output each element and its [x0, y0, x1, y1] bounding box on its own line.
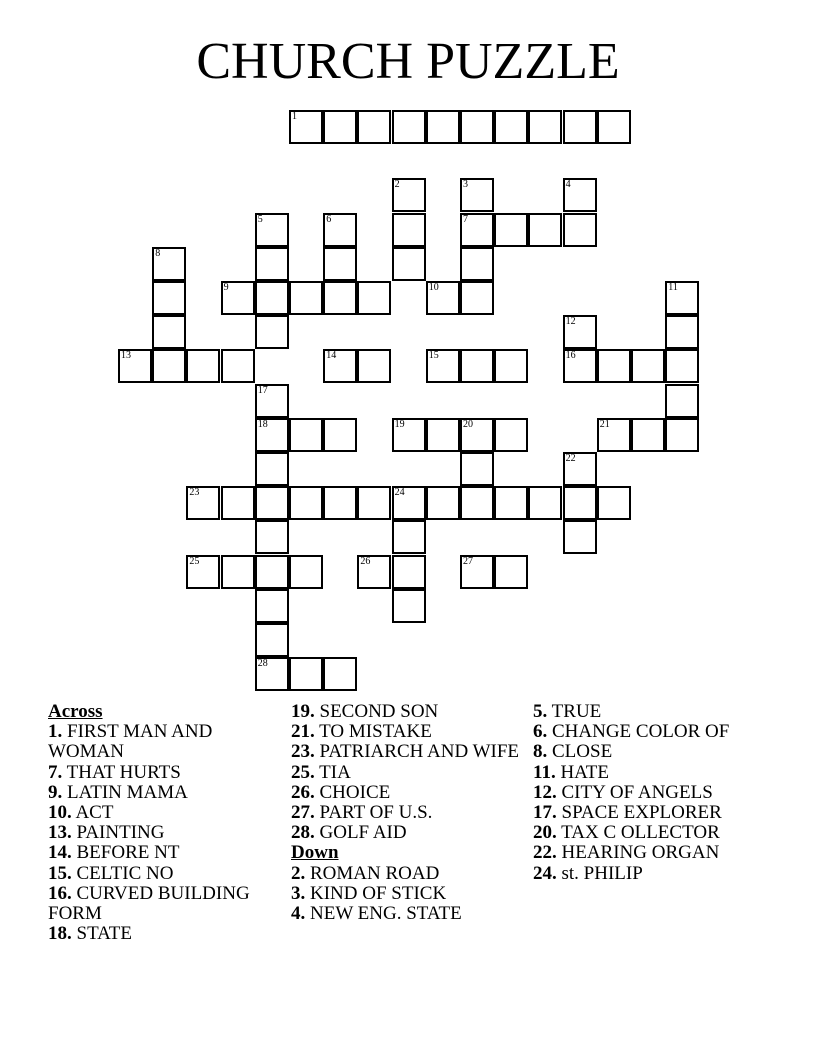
grid-cell-6[interactable] [323, 213, 357, 247]
grid-cell-9[interactable] [221, 281, 255, 315]
grid-cell[interactable] [323, 281, 357, 315]
clue-number: 8 [155, 247, 161, 259]
clue-column-3 [533, 702, 773, 884]
clue-number: 5 [257, 213, 263, 225]
clue-item [291, 722, 521, 742]
grid-cell[interactable] [289, 657, 323, 691]
clue-item-text: SPACE EXPLORER [561, 802, 722, 824]
clue-number: 20 [463, 418, 473, 430]
clue-number: 4 [565, 179, 571, 191]
clue-item-number: 26. [291, 781, 315, 803]
clue-number: 17 [257, 384, 268, 396]
grid-cell-28[interactable] [255, 657, 289, 691]
grid-cell[interactable] [460, 452, 494, 486]
clue-number: 1 [292, 111, 297, 122]
clue-number: 24 [394, 487, 405, 499]
clue-item-number: 9. [48, 781, 63, 803]
grid-cell[interactable] [494, 213, 528, 247]
clue-item [48, 823, 278, 843]
clue-number: 13 [121, 350, 131, 362]
clue-item-number: 4. [291, 903, 306, 925]
grid-cell[interactable] [460, 247, 494, 281]
clue-number: 6 [326, 213, 332, 225]
grid-cell[interactable] [255, 452, 289, 486]
grid-cell-8[interactable] [152, 247, 186, 281]
grid-cell[interactable] [665, 384, 699, 418]
clue-number: 14 [326, 350, 337, 362]
clue-number: 25 [189, 555, 200, 567]
grid-cell[interactable] [494, 110, 528, 144]
clue-number: 21 [599, 418, 610, 430]
clue-item [48, 803, 278, 823]
clue-number: 23 [189, 487, 200, 499]
grid-cell[interactable] [357, 486, 391, 520]
clue-number: 19 [394, 418, 405, 430]
clue-item-text: CELTIC NO [76, 862, 174, 884]
clue-item-text: BEFORE NT [76, 842, 180, 864]
grid-cell-25[interactable] [186, 555, 220, 589]
clue-section-heading: Down [291, 842, 339, 864]
clue-item-text: CURVED BUILDING FORM [48, 882, 250, 925]
grid-cell-14[interactable] [323, 349, 357, 383]
clue-item-number: 14. [48, 842, 72, 864]
clue-item-text: st. PHILIP [561, 862, 643, 884]
grid-cell-27[interactable] [460, 555, 494, 589]
clue-number: 12 [565, 316, 576, 328]
clue-item-text: ROMAN ROAD [310, 862, 440, 884]
grid-cell[interactable] [289, 486, 323, 520]
clue-number: 26 [360, 555, 371, 567]
grid-cell-23[interactable] [186, 486, 220, 520]
grid-cell[interactable] [665, 315, 699, 349]
grid-cell[interactable] [494, 486, 528, 520]
grid-cell[interactable] [528, 486, 562, 520]
clue-item [291, 823, 521, 843]
clue-item-number: 16. [48, 882, 72, 904]
grid-cell[interactable] [289, 281, 323, 315]
grid-cell[interactable] [665, 349, 699, 383]
grid-cell[interactable] [323, 110, 357, 144]
clue-item [291, 884, 521, 904]
clue-item [533, 702, 773, 722]
clue-item-number: 25. [291, 761, 315, 783]
grid-cell[interactable] [152, 315, 186, 349]
clue-item-text: PART OF U.S. [319, 802, 433, 824]
grid-cell[interactable] [426, 110, 460, 144]
clue-number: 7 [463, 213, 468, 225]
grid-cell-18[interactable] [255, 418, 289, 452]
clue-item [48, 843, 278, 863]
clue-item [291, 904, 521, 924]
clue-item [533, 864, 773, 884]
clue-item-number: 20. [533, 822, 557, 844]
grid-cell[interactable] [186, 349, 220, 383]
grid-cell[interactable] [460, 486, 494, 520]
clue-item-text: FIRST MAN AND WOMAN [48, 721, 213, 763]
clue-item-text: PATRIARCH AND WIFE [319, 741, 520, 763]
clue-number: 3 [463, 179, 468, 191]
grid-cell-1[interactable] [289, 110, 323, 144]
grid-cell[interactable] [426, 486, 460, 520]
clue-number: 2 [394, 179, 400, 191]
grid-cell-17[interactable] [255, 384, 289, 418]
clue-item [533, 742, 773, 762]
clue-item-number: 5. [533, 701, 548, 722]
clue-item-text: THAT HURTS [66, 761, 181, 783]
clue-item [291, 783, 521, 803]
clue-item-number: 23. [291, 741, 315, 763]
clue-item-number: 3. [291, 882, 306, 904]
grid-cell[interactable] [460, 110, 494, 144]
grid-cell[interactable] [631, 418, 665, 452]
clue-item-number: 15. [48, 862, 72, 884]
grid-cell[interactable] [289, 555, 323, 589]
grid-cell[interactable] [221, 486, 255, 520]
clue-item [291, 803, 521, 823]
grid-cell[interactable] [357, 349, 391, 383]
clue-item [48, 864, 278, 884]
clue-item-text: GOLF AID [319, 822, 407, 844]
clue-item-number: 18. [48, 923, 72, 945]
grid-cell[interactable] [665, 418, 699, 452]
puzzle-title: CHURCH PUZZLE [196, 33, 620, 90]
clue-item [48, 763, 278, 783]
grid-cell[interactable] [255, 589, 289, 623]
clue-item-text: KIND OF STICK [310, 882, 447, 904]
clue-item [533, 803, 773, 823]
grid-cell[interactable] [494, 418, 528, 452]
grid-cell[interactable] [426, 418, 460, 452]
clue-item-text: CHOICE [319, 781, 391, 803]
clue-item-text: HATE [560, 761, 610, 783]
grid-cell-19[interactable] [392, 418, 426, 452]
clue-column-1 [48, 702, 278, 944]
clue-item-number: 13. [48, 822, 72, 844]
clue-number: 10 [428, 282, 439, 293]
clue-item-text: SECOND SON [319, 701, 439, 722]
grid-cell[interactable] [392, 520, 426, 554]
grid-cell[interactable] [289, 418, 323, 452]
clue-item-text: CLOSE [552, 741, 613, 763]
clue-item-text: CHANGE COLOR OF [552, 721, 730, 743]
grid-cell-2[interactable] [392, 178, 426, 212]
grid-cell[interactable] [323, 657, 357, 691]
clue-item [48, 924, 278, 944]
clue-item-text: TAX C OLLECTOR [561, 822, 720, 844]
grid-cell[interactable] [255, 486, 289, 520]
clue-item-text: CITY OF ANGELS [561, 781, 713, 803]
grid-cell[interactable] [255, 623, 289, 657]
grid-cell-21[interactable] [597, 418, 631, 452]
clue-item [291, 763, 521, 783]
grid-cell[interactable] [255, 281, 289, 315]
grid-cell-13[interactable] [118, 349, 152, 383]
grid-cell[interactable] [494, 349, 528, 383]
clue-item-text: LATIN MAMA [67, 781, 188, 803]
grid-cell[interactable] [255, 520, 289, 554]
clue-number: 15 [428, 350, 439, 362]
grid-cell[interactable] [152, 349, 186, 383]
grid-cell[interactable] [152, 281, 186, 315]
grid-cell[interactable] [357, 281, 391, 315]
clue-item-number: 21. [291, 721, 315, 743]
grid-cell-15[interactable] [426, 349, 460, 383]
clue-number: 18 [257, 418, 268, 430]
clue-number: 16 [565, 350, 576, 362]
grid-cell[interactable] [323, 418, 357, 452]
grid-cell[interactable] [357, 110, 391, 144]
clue-item-text: TO MISTAKE [319, 721, 432, 743]
grid-cell[interactable] [597, 486, 631, 520]
clue-item-number: 7. [48, 761, 63, 783]
grid-cell[interactable] [528, 110, 562, 144]
clue-item-number: 19. [291, 701, 315, 722]
grid-cell[interactable] [494, 555, 528, 589]
clue-item-number: 28. [291, 822, 315, 844]
clue-item [533, 722, 773, 742]
grid-cell-26[interactable] [357, 555, 391, 589]
clue-item-number: 27. [291, 802, 315, 824]
grid-cell[interactable] [255, 555, 289, 589]
clue-item-number: 17. [533, 802, 557, 824]
grid-cell[interactable] [528, 213, 562, 247]
clue-item [533, 823, 773, 843]
clue-number: 11 [668, 282, 678, 293]
clue-item-number: 6. [533, 721, 548, 743]
grid-cell-4[interactable] [563, 178, 597, 212]
grid-cell[interactable] [221, 349, 255, 383]
clue-item [533, 843, 773, 863]
grid-cell-20[interactable] [460, 418, 494, 452]
grid-cell[interactable] [631, 349, 665, 383]
clue-item-number: 11. [533, 761, 556, 783]
clue-item [291, 864, 521, 884]
clue-number: 22 [565, 453, 576, 464]
clue-item-number: 8. [533, 741, 548, 763]
clue-item-number: 1. [48, 721, 63, 743]
clue-number: 27 [463, 555, 473, 567]
clue-item-text: ACT [75, 802, 114, 824]
grid-cell[interactable] [563, 213, 597, 247]
grid-cell-11[interactable] [665, 281, 699, 315]
clue-item-number: 2. [291, 862, 306, 884]
grid-cell-7[interactable] [460, 213, 494, 247]
grid-cell-3[interactable] [460, 178, 494, 212]
clue-item-number: 12. [533, 781, 557, 803]
grid-cell[interactable] [392, 589, 426, 623]
grid-cell[interactable] [392, 110, 426, 144]
clue-item-number: 22. [533, 842, 557, 864]
clue-item-text: NEW ENG. STATE [310, 903, 462, 925]
clue-section-heading: Across [48, 701, 103, 722]
clue-item-number: 10. [48, 802, 72, 824]
grid-cell-22[interactable] [563, 452, 597, 486]
grid-cell[interactable] [323, 486, 357, 520]
grid-cell[interactable] [392, 213, 426, 247]
grid-cell[interactable] [392, 555, 426, 589]
clue-item [291, 702, 521, 722]
grid-cell[interactable] [323, 247, 357, 281]
grid-cell[interactable] [255, 247, 289, 281]
clue-item-text: PAINTING [76, 822, 165, 844]
clue-item-text: TIA [319, 761, 351, 783]
grid-cell[interactable] [392, 247, 426, 281]
clue-item-text: HEARING ORGAN [561, 842, 720, 864]
clue-item [48, 884, 278, 924]
clue-item [291, 742, 521, 762]
grid-cell[interactable] [563, 110, 597, 144]
clue-item-text: TRUE [551, 701, 602, 722]
clue-column-2 [291, 702, 521, 924]
grid-cell-16[interactable] [563, 349, 597, 383]
grid-cell[interactable] [460, 349, 494, 383]
clue-item [48, 722, 278, 762]
clue-item [533, 763, 773, 783]
grid-cell-12[interactable] [563, 315, 597, 349]
grid-cell-10[interactable] [426, 281, 460, 315]
grid-cell[interactable] [221, 555, 255, 589]
grid-cell[interactable] [460, 281, 494, 315]
clue-item-number: 24. [533, 862, 557, 884]
clue-item [533, 783, 773, 803]
grid-cell[interactable] [597, 349, 631, 383]
clue-item-text: STATE [76, 923, 132, 945]
grid-cell-24[interactable] [392, 486, 426, 520]
clue-item [48, 783, 278, 803]
grid-cell[interactable] [563, 520, 597, 554]
grid-cell[interactable] [563, 486, 597, 520]
clue-number: 28 [257, 658, 268, 670]
grid-cell-5[interactable] [255, 213, 289, 247]
grid-cell[interactable] [597, 110, 631, 144]
clue-number: 9 [223, 282, 229, 293]
grid-cell[interactable] [255, 315, 289, 349]
